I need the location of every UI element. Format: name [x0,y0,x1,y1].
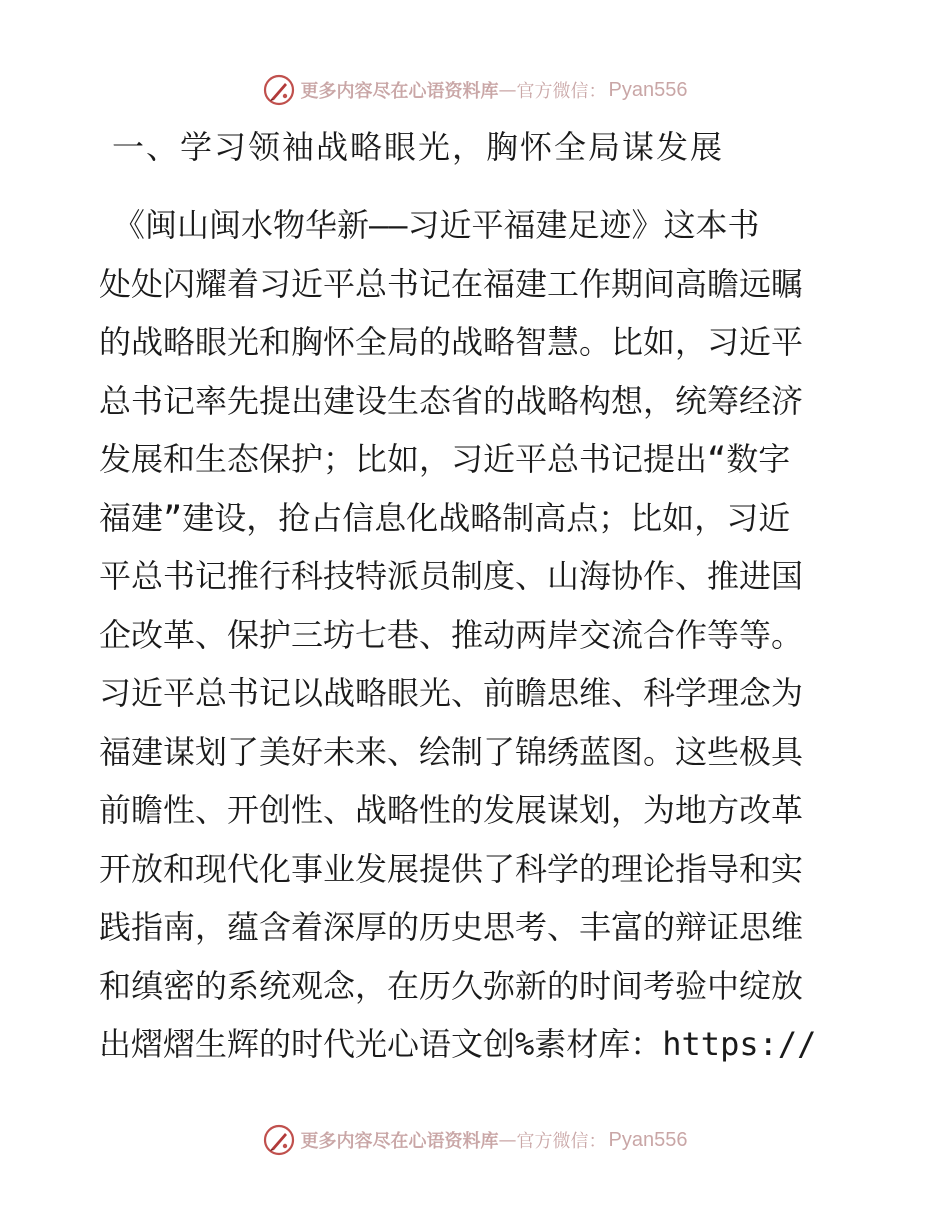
section-heading: 一、学习领袖战略眼光，胸怀全局谋发展 [112,128,725,166]
footer-watermark-banner [0,1118,950,1162]
paragraph-line: 前瞻性、开创性、战略性的发展谋划，为地方改革 [99,791,804,829]
quill-pen-logo-icon [263,74,295,106]
paragraph-line: 企改革、保护三坊七巷、推动两岸交流合作等等。 [99,615,804,654]
banner-wechat-id: Pyan556 [608,78,688,101]
paragraph-line: 《闽山闽水物华新——习近平福建足迹》这本书 [113,206,760,244]
paragraph-line: 福建谋划了美好未来、绘制了锦绣蓝图。这些极具 [99,732,804,771]
paragraph-line: 发展和生态保护；比如，习近平总书记提出“数字 [99,440,791,478]
body-paragraph [99,196,851,1074]
paragraph-line: 福建”建设，抢占信息化战略制高点；比如，习近 [99,498,791,537]
quill-pen-logo-icon [263,1124,295,1156]
paragraph-line: 开放和现代化事业发展提供了科学的理论指导和实 [99,849,804,888]
header-watermark-banner [0,68,950,112]
banner-wechat-label: 官方微信： [516,1131,607,1152]
paragraph-line: 处处闪耀着习近平总书记在福建工作期间高瞻远瞩 [99,264,804,303]
banner-text: 更多内容尽在心语资料库 [300,1131,499,1152]
paragraph-line: 践指南，蕴含着深厚的历史思考、丰富的辩证思维 [99,908,804,946]
banner-separator: — [498,1129,517,1151]
paragraph-line: 总书记率先提出建设生态省的战略构想，统筹经济 [99,381,804,420]
banner-text: 更多内容尽在心语资料库 [300,81,499,102]
paragraph-line: 和缜密的系统观念，在历久弥新的时间考验中绽放 [99,966,804,1005]
banner-wechat-id: Pyan556 [608,1128,688,1151]
banner-separator: — [498,79,517,101]
paragraph-line: 的战略眼光和胸怀全局的战略智慧。比如，习近平 [99,323,804,361]
paragraph-line: 出熠熠生辉的时代光心语文创%素材库：https:// [99,1025,817,1063]
paragraph-line: 平总书记推行科技特派员制度、山海协作、推进国 [99,557,804,595]
banner-wechat-label: 官方微信： [516,81,607,102]
paragraph-line: 习近平总书记以战略眼光、前瞻思维、科学理念为 [99,674,804,712]
